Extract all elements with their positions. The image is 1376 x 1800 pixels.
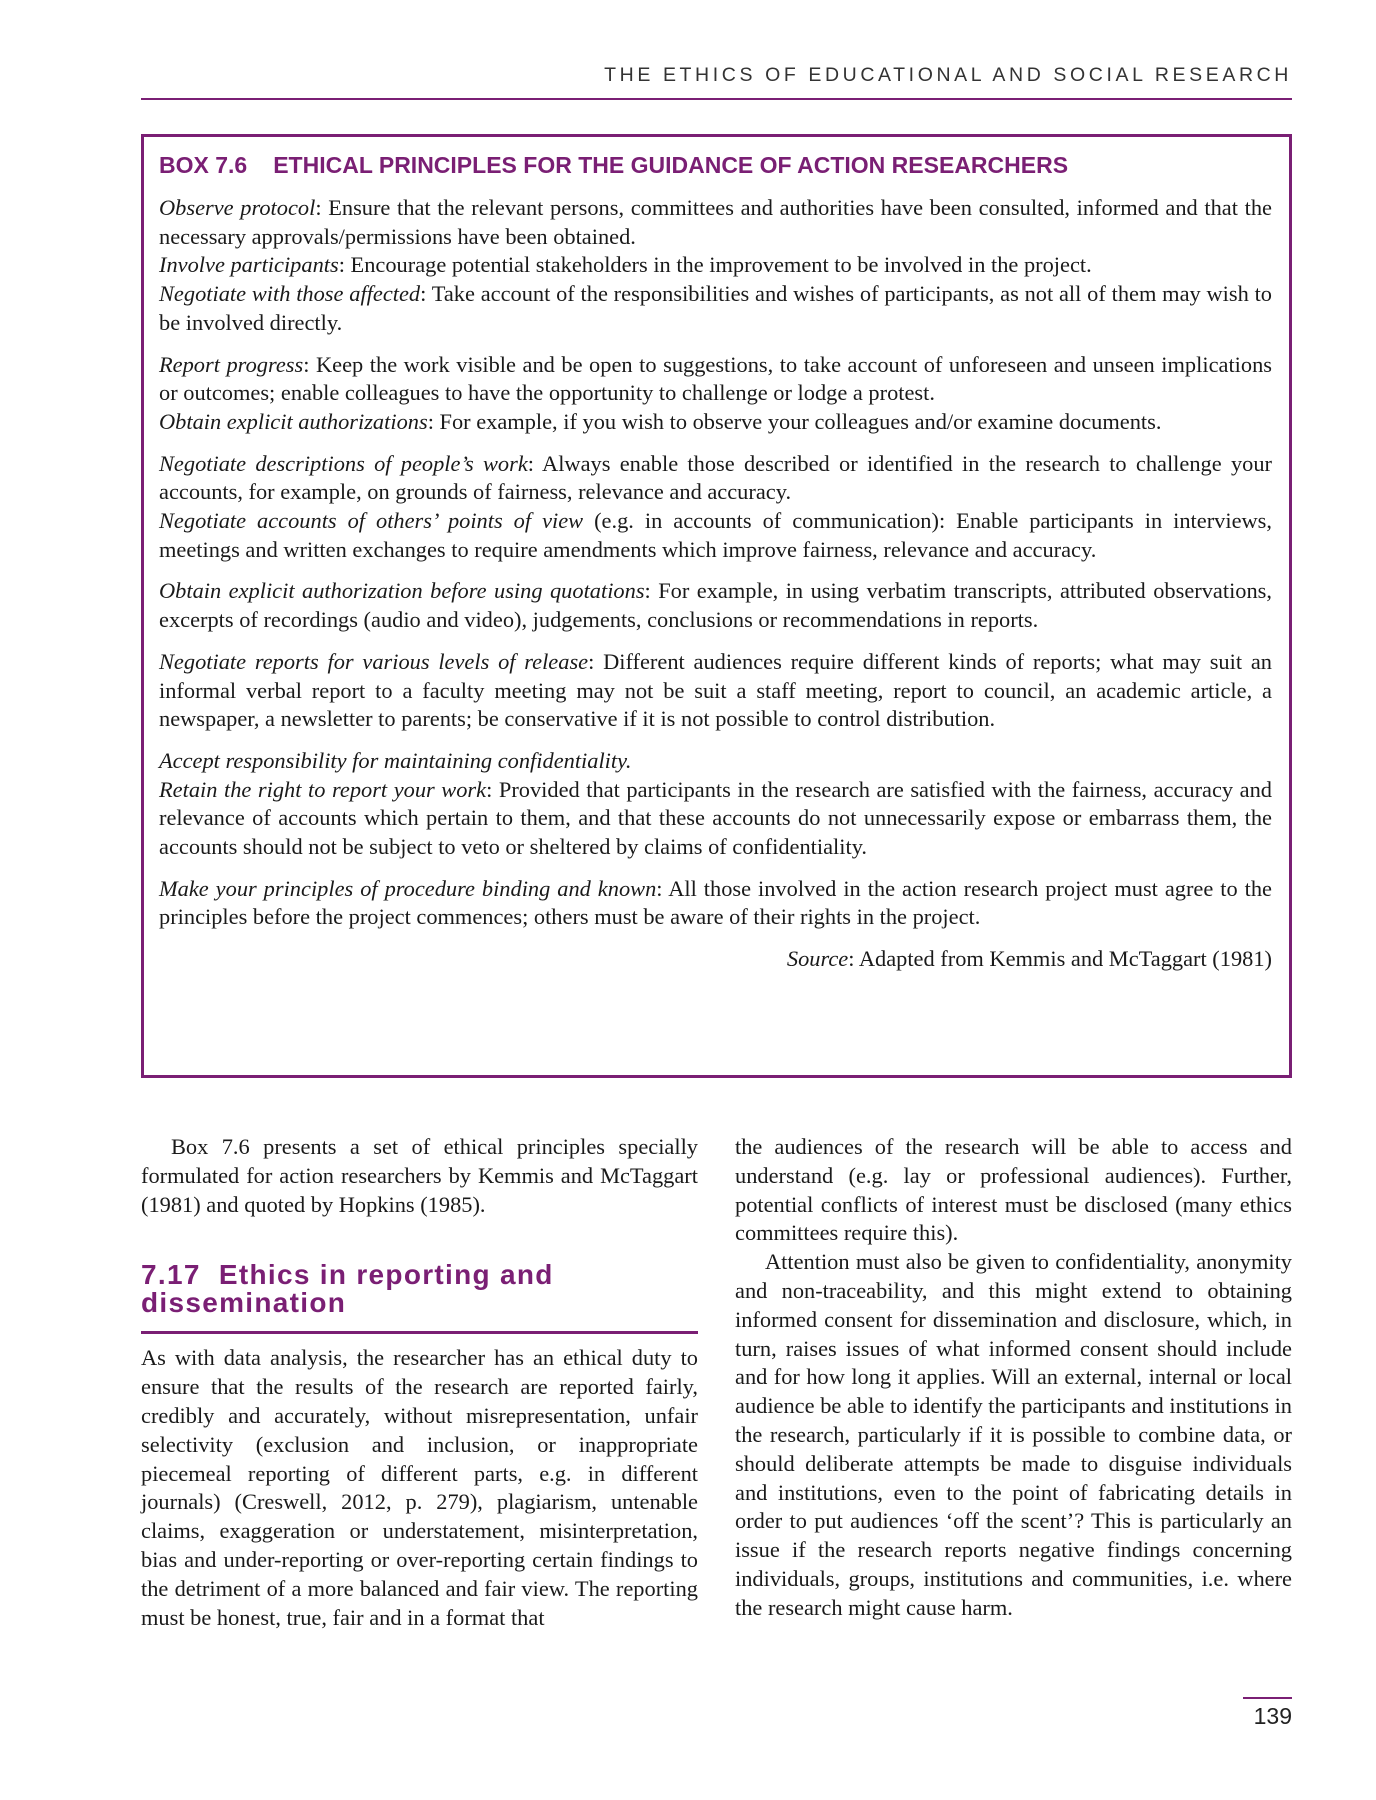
left-column [141,1133,698,1632]
section-title: Ethics in reporting and dissemination [141,1259,554,1319]
section-number: 7.17 [141,1259,201,1291]
principle-term: Negotiate reports for various levels of release [159,648,589,674]
principle-group [159,450,1272,565]
principle-item [159,507,1272,564]
header-rule [141,98,1292,100]
principle-item [159,450,1272,507]
page-number: 139 [1253,1703,1292,1729]
principle-item [159,747,1272,776]
principle-term: Retain the right to report your work [159,776,487,802]
section-rule [141,1331,698,1334]
principle-term: Obtain explicit authorizations [159,408,428,434]
principle-term: Make your principles of procedure binding and known [159,875,657,901]
principle-item [159,280,1272,337]
principle-item [159,875,1272,932]
principle-item [159,351,1272,408]
box-number: BOX 7.6 [159,152,248,178]
principle-group [159,194,1272,338]
principle-term: Involve participants [159,252,339,278]
principle-text: : Provided that participants in the research are satisfied with the fairness, accuracy and relevance of accounts which pertain to them, and that these accounts do not unnecessarily expose or embarrass them, the accounts should not be subject to veto or sheltered by claims of confidentiality. [159,776,1272,860]
principle-group [159,577,1272,634]
principle-item [159,776,1272,862]
principle-text: (e.g. in accounts of communication): Enable participants in interviews, meetings and written exchanges to require amendments which improve fairness, relevance and accuracy. [159,508,1272,562]
principle-text: : Ensure that the relevant persons, committees and authorities have been consulted, informed and that the necessary approvals/permissions have been obtained. [159,195,1272,249]
box-source [159,945,1272,974]
box-title-text: ETHICAL PRINCIPLES FOR THE GUIDANCE OF ACTION RESEARCHERS [273,152,1069,178]
intro-paragraph: Box 7.6 presents a set of ethical principles specially formulated for action researchers by Kemmis and McTaggart (1981) and quoted by Hopkins (1985). [141,1134,698,1217]
body-paragraph: Attention must also be given to confidentiality, anonymity and non-traceability, and this might extend to obtaining informed consent for dissemination and disclosure, which, in turn, raises issues of what informed consent should include and for how long it applies. Will an external, internal or local audience be able to identify the participants and institutions in the research, particularly if it is possible to combine data, or should deliberate attempts be made to disguise individuals and institutions, even to the point of fabricating details in order to put audiences ‘off the scent’? This is particularly an issue if the research reports negative findings concerning individuals, groups, institutions and communities, i.e. where the research might cause harm. [735,1249,1292,1620]
principle-item [159,251,1272,280]
principle-text: : All those involved in the action research project must agree to the principles before the project commences; others must be aware of their rights in the project. [159,875,1272,930]
box-body [159,194,1272,974]
body-paragraph: As with data analysis, the researcher has an ethical duty to ensure that the results of the research are reported fairly, credibly and accurately, without misrepresentation, unfair selectivity (exclusion and inclusion, or inappropriate piecemeal reporting of different parts, e.g. in different journals) (Creswell, 2012, p. 279), plagiarism, untenable claims, exaggeration or understatement, misinterpretation, bias and under-reporting or over-reporting certain findings to the detriment of a more balanced and fair view. The reporting must be honest, true, fair and in a format that [141,1345,698,1630]
right-column [735,1133,1292,1623]
box-7-6 [141,134,1292,1078]
principle-item [159,194,1272,251]
page-number-rule [1243,1697,1292,1699]
source-text: : Adapted from Kemmis and McTaggart (1981) [848,946,1272,972]
principle-text: : Keep the work visible and be open to suggestions, to take account of unforeseen and unseen implications or outcomes; enable colleagues to have the opportunity to challenge or lodge a protest. [159,351,1272,406]
principle-group [159,648,1272,734]
principle-item [159,408,1272,437]
continued-paragraph: the audiences of the research will be able to access and understand (e.g. lay or professional audiences). Further, potential conflicts of interest must be disclosed (many ethics committees require this). [735,1134,1292,1246]
principle-text: : For example, in using verbatim transcripts, attributed observations, excerpts of recordings (audio and video), judgements, conclusions or recommendations in reports. [159,578,1272,633]
box-title [159,152,1068,179]
principle-item [159,648,1272,734]
principle-group [159,875,1272,932]
principle-text: : Different audiences require different kinds of reports; what may suit an informal verbal report to a faculty meeting may not be suit a staff meeting, report to council, an academic article, a newspaper, a newsletter to parents; be conservative if it is not possible to control distribution. [159,648,1272,732]
principle-term: Obtain explicit authorization before using quotations [159,578,645,604]
principle-term: Accept responsibility for maintaining confidentiality. [159,747,632,773]
running-head: THE ETHICS OF EDUCATIONAL AND SOCIAL RESEARCH [604,64,1292,86]
principle-item [159,577,1272,634]
principle-group [159,351,1272,437]
principle-term: Report progress [159,351,304,377]
principle-group [159,747,1272,862]
principle-term: Negotiate accounts of others’ points of view [159,508,584,534]
section-heading [141,1261,698,1317]
source-label: Source [786,946,849,972]
principle-text: : Always enable those described or identified in the research to challenge your accounts, for example, on grounds of fairness, relevance and accuracy. [159,450,1272,505]
principle-term: Observe protocol [159,195,316,220]
principle-term: Negotiate with those affected [159,281,421,307]
principle-text: : Encourage potential stakeholders in the improvement to be involved in the project. [338,252,1092,278]
principle-term: Negotiate descriptions of people’s work [159,450,528,476]
principle-text: : Take account of the responsibilities and wishes of participants, as not all of them may wish to be involved directly. [159,281,1272,335]
principle-text: : For example, if you wish to observe your colleagues and/or examine documents. [427,408,1162,434]
